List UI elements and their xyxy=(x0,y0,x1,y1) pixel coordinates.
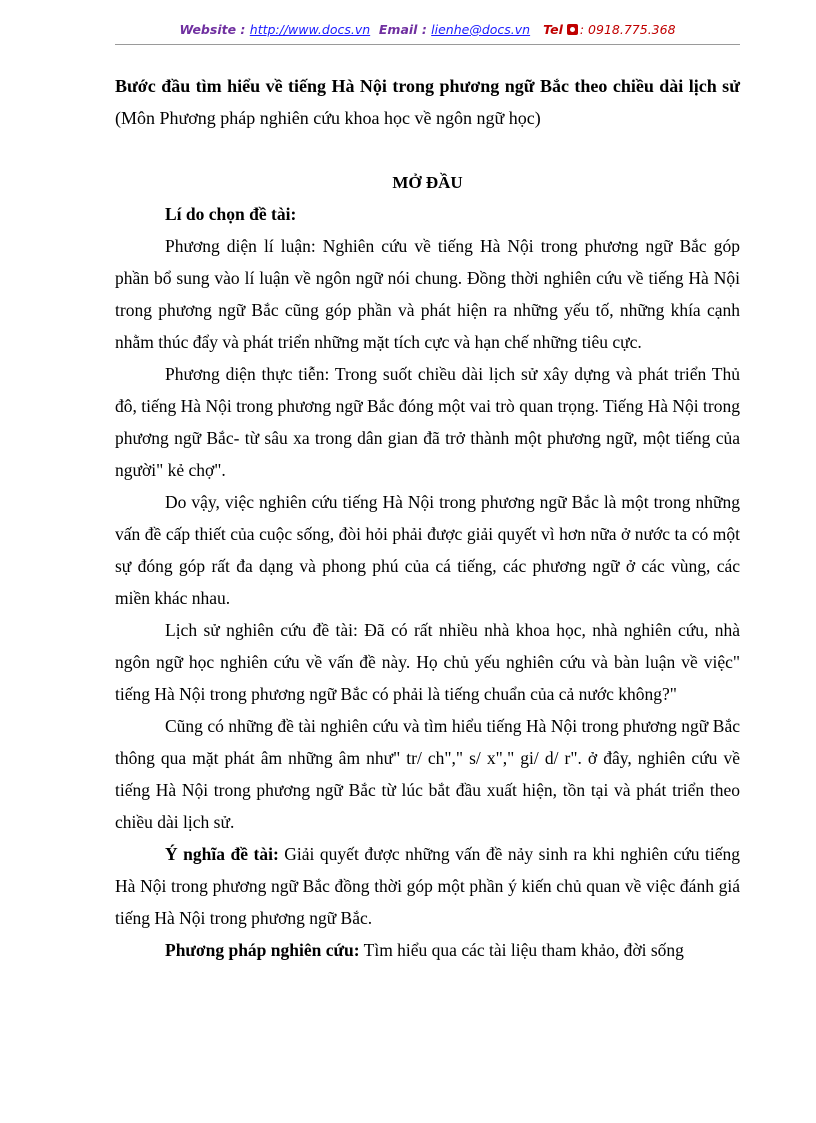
significance-label: Ý nghĩa đề tài: xyxy=(165,844,279,864)
method-label: Phương pháp nghiên cứu: xyxy=(165,940,360,960)
paragraph-significance xyxy=(115,838,740,934)
paragraph-therefore: Do vậy, việc nghiên cứu tiếng Hà Nội trong phương ngữ Bắc là một trong những vấn đề cấp thiết của cuộc sống, đòi hỏi phải được giải quyết vì hơn nữa ở nước ta có một sự đóng góp rất đa dạng và phong phú của cá tiếng, các phương ngữ ở các vùng, các miền khác nhau. xyxy=(115,492,740,608)
tel-value: : 0918.775.368 xyxy=(579,22,676,37)
tel-label: Tel xyxy=(543,22,563,37)
paragraph-method xyxy=(115,934,740,966)
document-body xyxy=(115,70,740,966)
paragraph-practice: Phương diện thực tiễn: Trong suốt chiều dài lịch sử xây dựng và phát triển Thủ đô, tiếng Hà Nội trong phương ngữ Bắc đóng một vai trò quan trọng. Tiếng Hà Nội trong phương ngữ Bắc- từ sâu xa trong dân gian đã trở thành một phương ngữ, một tiếng của người" kẻ chợ". xyxy=(115,364,740,480)
phone-icon xyxy=(567,24,578,35)
document-title-bold: Bước đầu tìm hiểu về tiếng Hà Nội trong phương ngữ Bắc theo chiều dài lịch sử xyxy=(115,76,740,96)
significance-text: Giải quyết được những vấn đề nảy sinh ra khi nghiên cứu tiếng Hà Nội trong phương ngữ Bắc đồng thời góp một phần ý kiến chủ quan về việc đánh giá tiếng Hà Nội trong phương ngữ Bắc. xyxy=(115,844,741,928)
subheading-reason: Lí do chọn đề tài: xyxy=(165,204,297,224)
website-link[interactable]: http://www.docs.vn xyxy=(249,22,371,37)
email-separator: : xyxy=(417,22,432,37)
email-link[interactable]: lienhe@docs.vn xyxy=(431,22,531,37)
section-heading: MỞ ĐẦU xyxy=(392,173,463,192)
email-label: Email xyxy=(378,22,418,37)
paragraph-related-topics: Cũng có những đề tài nghiên cứu và tìm hiểu tiếng Hà Nội trong phương ngữ Bắc thông qua mặt phát âm những âm như" tr/ ch"," s/ x"," gi/ d/ r". ở đây, nghiên cứu về tiếng Hà Nội trong phương ngữ Bắc từ lúc bắt đầu xuất hiện, tồn tại và phát triển theo chiều dài lịch sử. xyxy=(115,716,740,832)
document-title xyxy=(115,70,740,134)
header-divider xyxy=(115,44,740,45)
document-title-subject: (Môn Phương pháp nghiên cứu khoa học về ngôn ngữ học) xyxy=(115,108,541,128)
paragraph-theory: Phương diện lí luận: Nghiên cứu về tiếng Hà Nội trong phương ngữ Bắc góp phần bổ sung vào lí luận về ngôn ngữ nói chung. Đồng thời nghiên cứu về tiếng Hà Nội trong phương ngữ Bắc cũng góp phần và phát hiện ra những yếu tố, những khía cạnh nhằm thúc đẩy và phát triển những mặt tích cực và hạn chế những tiêu cực. xyxy=(115,236,740,352)
website-separator: : xyxy=(236,22,250,37)
paragraph-research-history: Lịch sử nghiên cứu đề tài: Đã có rất nhiều nhà khoa học, nhà nghiên cứu, nhà ngôn ngữ học nghiên cứu về vấn đề này. Họ chủ yếu nghiên cứu và bàn luận về việc" tiếng Hà Nội trong phương ngữ Bắc có phải là tiếng chuẩn của cả nước không?" xyxy=(115,620,740,704)
website-label: Website xyxy=(179,22,237,37)
method-text: Tìm hiểu qua các tài liệu tham khảo, đời sống xyxy=(359,940,684,960)
page-header xyxy=(115,22,740,44)
